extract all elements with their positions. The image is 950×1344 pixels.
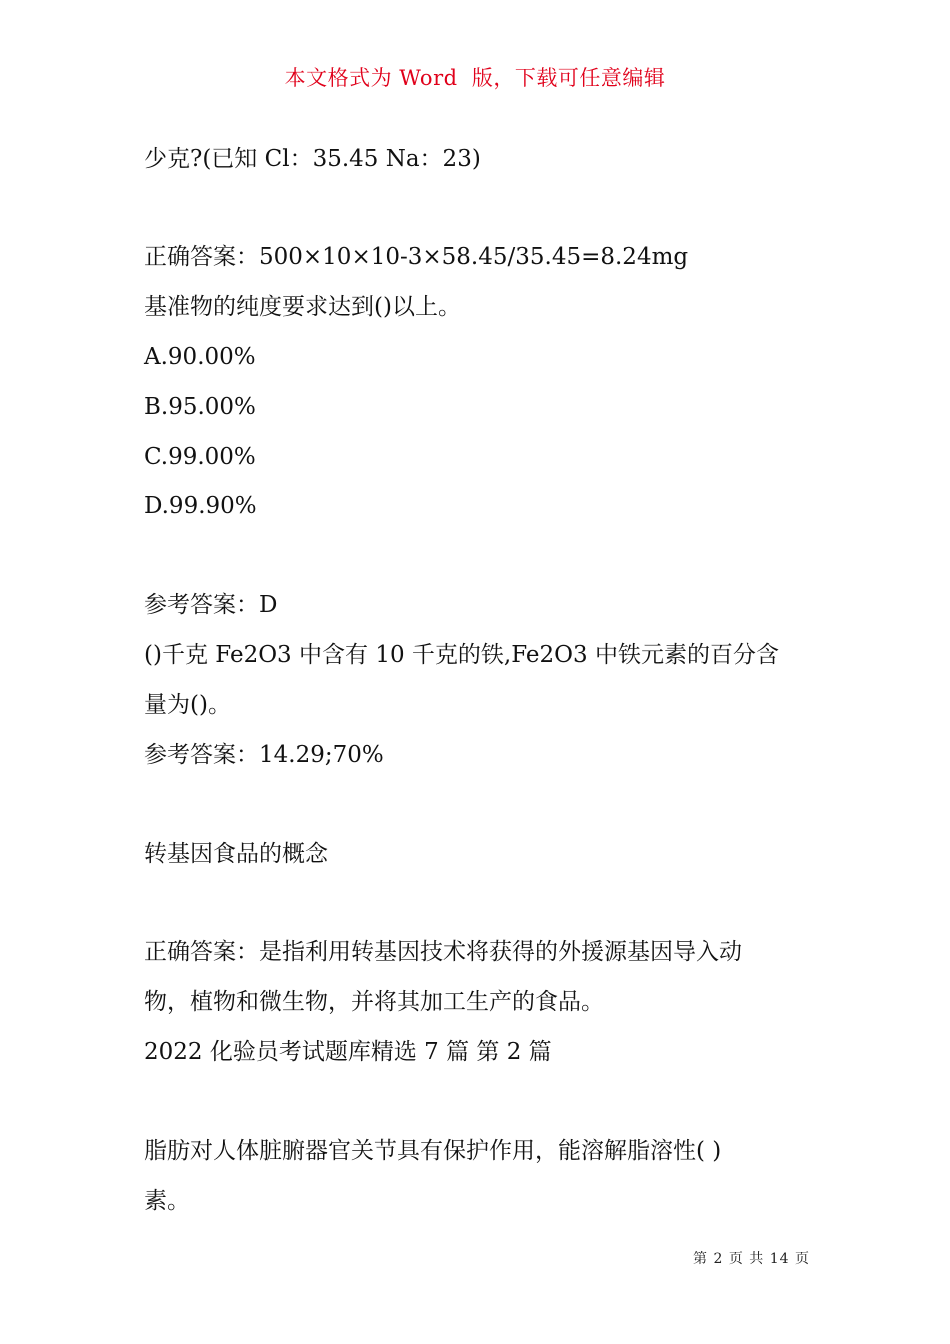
page-number: 第 2 页 共 14 页 [693,1251,810,1267]
option-b: B.95.00% [144,394,256,420]
text-line-answer: 正确答案：500×10×10-3×58.45/35.45=8.24mg [144,244,689,270]
text-line-reference-answer: 参考答案：D [144,592,278,618]
text-line-question-continuation: 素。 [144,1188,190,1214]
document-header-banner: 本文格式为 Word 版，下载可任意编辑 [284,66,666,90]
option-a: A.90.00% [144,344,256,370]
text-line-reference-answer: 参考答案：14.29;70% [144,742,384,768]
text-line-question-continuation: 少克?(已知 Cl：35.45 Na：23) [144,146,481,172]
text-line-question: 脂肪对人体脏腑器官关节具有保护作用，能溶解脂溶性( ) [144,1138,722,1164]
text-line-answer: 正确答案：是指利用转基因技术将获得的外援源基因导入动 [144,939,742,965]
section-heading: 2022 化验员考试题库精选 7 篇 第 2 篇 [144,1039,552,1065]
option-c: C.99.00% [144,444,256,470]
text-line-question-continuation: 量为()。 [144,692,231,718]
text-line-answer-continuation: 物，植物和微生物，并将其加工生产的食品。 [144,989,604,1015]
option-d: D.99.90% [144,493,257,519]
text-line-question: ()千克 Fe2O3 中含有 10 千克的铁,Fe2O3 中铁元素的百分含 [144,642,779,668]
text-line-question: 转基因食品的概念 [144,841,328,867]
text-line-question: 基准物的纯度要求达到()以上。 [144,294,461,320]
